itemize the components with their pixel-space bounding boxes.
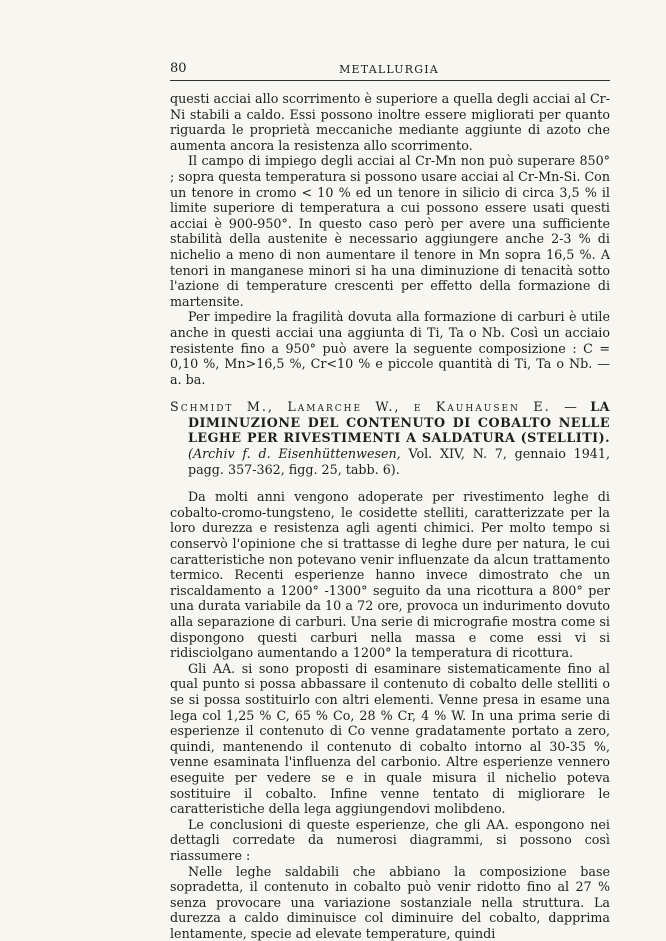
header-rule (170, 80, 610, 81)
paragraph: Il campo di impiego degli acciai al Cr-Mn non può superare 850° ; sopra questa temperatura si possono usare acciai al Cr-Mn-Si. Con un tenore in cromo < 10 % ed un tenore in silicio di circa 3,5 % il limite superiore di temperatura a cui possono essere usati questi acciai è 900-950°. In questo caso però per avere una sufficiente stabilità della austenite è necessario aggiungere anche 2-3 % di nichelio a meno di non aumentare il tenore in Mn sopra 16,5 %. A tenori in manganese minori si ha una diminuzione di tenacità sotto l'azione di temperature crescenti per effetto della formazione di martensite. (170, 153, 610, 309)
page-number: 80 (170, 61, 187, 76)
bibliographic-reference (170, 399, 610, 477)
reference-details: Vol. XIV, N. 7, gennaio 1941, pagg. 357-362, figg. 25, tabb. 6). (188, 446, 610, 477)
running-title: METALLURGIA (170, 63, 608, 76)
page-header (170, 61, 608, 81)
reference-journal: (Archiv f. d. Eisenhüttenwesen, (188, 446, 401, 461)
paragraph: Nelle leghe saldabili che abbiano la composizione base sopradetta, il contenuto in cobalto può venir ridotto fino al 27 % senza provocare una variazione sostanziale nella struttura. La durezza a caldo diminuisce col diminuire del cobalto, dapprima lentamente, specie ad elevate temperature, quindi (170, 864, 610, 941)
paragraph: questi acciai allo scorrimento è superiore a quella degli acciai al Cr-Ni stabili a caldo. Essi possono inoltre essere migliorati per quanto riguarda le proprietà meccaniche mediante aggiunte di azoto che aumenta ancora la resistenza allo scorrimento. (170, 91, 610, 153)
reference-authors: Schmidt M., Lamarche W., e Kauhausen E. — (170, 399, 579, 414)
paragraph: Gli AA. si sono proposti di esaminare sistematicamente fino al qual punto si possa abbassare il contenuto di cobalto delle stelliti o se si possa sostituirlo con altri elementi. Venne presa in esame una lega col 1,25 % C, 65 % Co, 28 % Cr, 4 % W. In una prima serie di esperienze il contenuto di Co venne gradatamente portato a zero, quindi, mantenendo il contenuto di cobalto intorno al 30-35 %, venne esaminata l'influenza del carbonio. Altre esperienze vennero eseguite per vedere se e in quale misura il nichelio poteva sostituire il cobalto. Infine venne tentato di migliorare le caratteristiche della lega aggiungendovi molibdeno. (170, 661, 610, 817)
paragraph: Da molti anni vengono adoperate per rivestimento leghe di cobalto-cromo-tungsteno, le cosidette stelliti, caratterizzate per la loro durezza e resistenza agli agenti chimici. Per molto tempo si conservò l'opinione che si trattasse di leghe dure per natura, le cui caratteristiche non potevano venir influenzate da alcun trattamento termico. Recenti esperienze hanno invece dimostrato che un riscaldamento a 1200° -1300° seguito da una ricottura a 800° per una durata variabile da 10 a 72 ore, provoca un indurimento dovuto alla separazione di carburi. Una serie di micrografie mostra come si dispongono questi carburi nella massa e come essi vi si ridisciolgano aumentando a 1200° la temperatura di ricottura. (170, 489, 610, 661)
reference-title: LA DIMINUZIONE DEL CONTENUTO DI COBALTO NELLE LEGHE PER RIVESTIMENTI A SALDATURA (STELLITI). (188, 399, 610, 445)
paragraph: Le conclusioni di queste esperienze, che gli AA. espongono nei dettagli corredate da numerosi diagrammi, si possono così riassumere : (170, 817, 610, 864)
paragraph: Per impedire la fragilità dovuta alla formazione di carburi è utile anche in questi acciai una aggiunta di Ti, Ta o Nb. Così un acciaio resistente fino a 950° può avere la seguente composizione : C = 0,10 %, Mn>16,5 %, Cr<10 % e piccole quantità di Ti, Ta o Nb. — a. ba. (170, 309, 610, 387)
body-text (170, 91, 610, 941)
